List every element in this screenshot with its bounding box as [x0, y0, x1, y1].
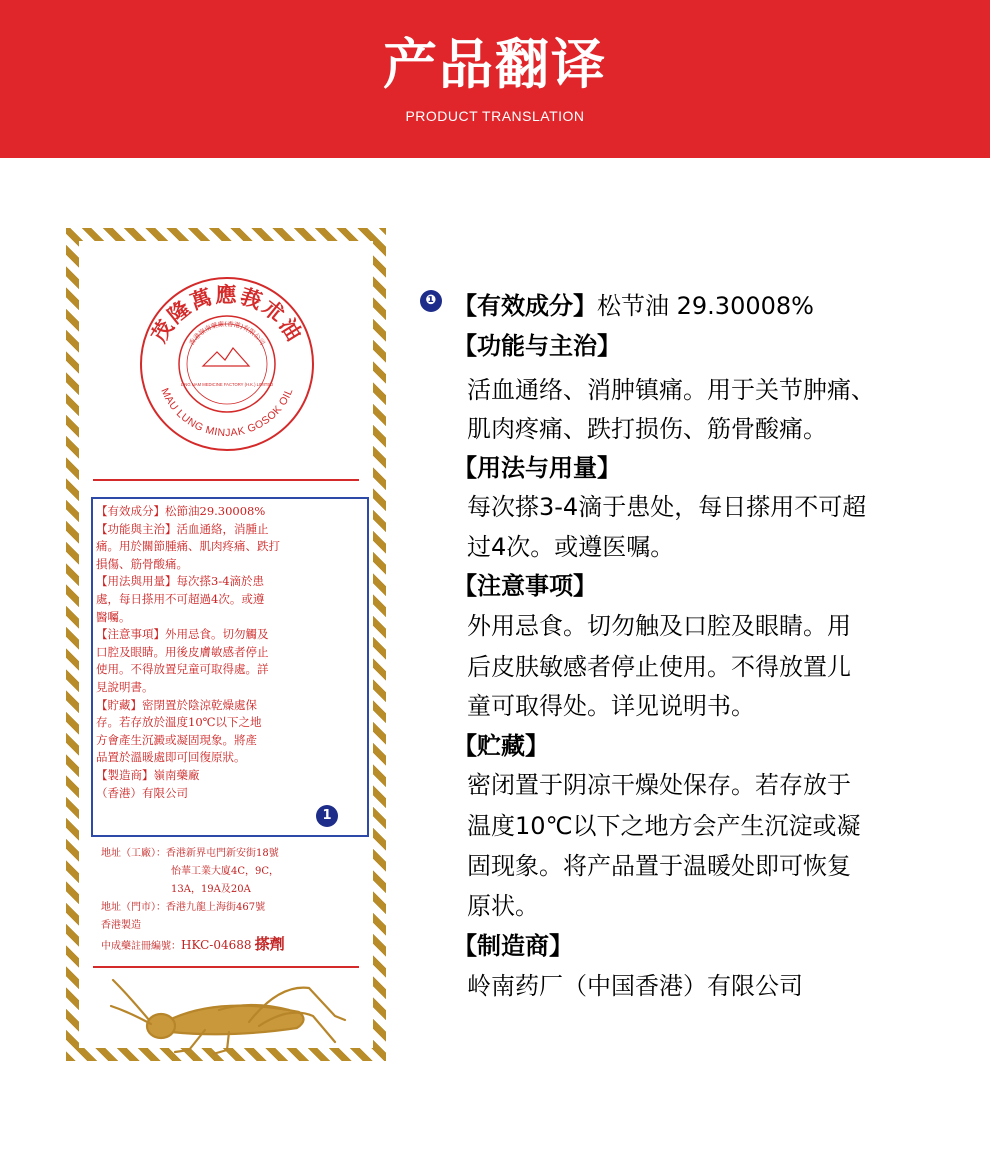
label-traditional-text: [96, 503, 368, 802]
precautions-line: 童可取得处。详见说明书。: [467, 692, 755, 720]
cricket-icon: [109, 976, 347, 1056]
manufacturer-line: 岭南药厂（中国香港）有限公司: [467, 972, 803, 1000]
label-line: 【有效成分】松節油29.30008%: [96, 504, 266, 518]
usage-line: 每次搽3-4滴于患处，每日搽用不可超: [467, 493, 867, 521]
seal-english-text: MAU LUNG MINJAK GOSOK OIL: [158, 386, 296, 440]
callout-badge: 1: [316, 805, 338, 827]
svg-text:香港嶺南藥廠(香港)有限公司: [187, 319, 268, 347]
label-line: 【製造商】嶺南藥廠: [96, 767, 200, 782]
translation-badge: ❶: [420, 290, 442, 312]
heading-precautions: 【注意事项】: [453, 572, 597, 600]
heading-usage: 【用法与用量】: [453, 454, 621, 482]
precautions-line: 后皮肤敏感者停止使用。不得放置儿: [467, 653, 851, 681]
svg-text:茂隆萬應莪朮油: [146, 282, 308, 347]
address-line: 地址（工廠）：香港新界屯門新安街18號: [101, 848, 279, 859]
heading-storage: 【贮藏】: [453, 732, 549, 760]
label-line: 【貯藏】密閉置於陰涼乾燥處保: [96, 697, 257, 712]
label-inner: [79, 241, 373, 1048]
address-line: 怡華工業大廈4C，9C，: [101, 866, 280, 877]
label-line: 品置於溫暖處即可回復原狀。: [96, 750, 246, 765]
address-line: 香港製造: [101, 920, 141, 931]
seal-small-text: LING NAM MEDICINE FACTORY (H.K.) LIMITED: [180, 382, 274, 387]
label-line: 方會產生沉澱或凝固現象。將產: [96, 732, 257, 747]
label-line: 存。若存放於溫度10℃以下之地: [96, 715, 262, 730]
address-line: 13A，19A及20A: [101, 884, 251, 895]
precautions-line: 外用忌食。切勿触及口腔及眼睛。用: [467, 612, 851, 640]
registration-line: [101, 935, 371, 956]
label-line: 口腔及眼睛。用後皮膚敏感者停止: [96, 644, 269, 659]
registration-prefix: 中成藥註冊編號：: [101, 941, 181, 952]
storage-line: 密闭置于阴凉干燥处保存。若存放于: [467, 771, 851, 799]
label-line: 使用。不得放置兒童可取得處。詳: [96, 662, 269, 677]
heading-function: 【功能与主治】: [453, 332, 621, 360]
label-line: 醫囑。: [96, 609, 131, 624]
bottom-divider: [93, 966, 359, 968]
storage-line: 温度10℃以下之地方会产生沉淀或凝: [467, 812, 861, 840]
registration-number: HKC-04688: [181, 938, 252, 952]
address-line: 地址（門市）：香港九龍上海街467號: [101, 902, 266, 913]
seal-inner-text: 香港嶺南藥廠(香港)有限公司: [187, 319, 267, 347]
storage-line: 原状。: [467, 892, 539, 920]
heading-active-ingredient: 【有效成分】松节油 29.30008%: [453, 292, 814, 320]
registration-type: 搽劑: [254, 935, 285, 953]
label-line: 處，每日搽用不可超過4次。或遵: [96, 591, 265, 606]
label-line: 損傷、筋骨酸痛。: [96, 556, 188, 571]
top-divider: [93, 479, 359, 481]
label-line: （香港）有限公司: [96, 785, 188, 800]
header-banner: [0, 0, 990, 158]
storage-line: 固现象。将产品置于温暖处即可恢复: [467, 852, 851, 880]
function-line: 活血通络、消肿镇痛。用于关节肿痛、: [467, 376, 875, 404]
brand-seal-icon: [137, 274, 317, 454]
page-title: 产品翻译: [383, 33, 607, 96]
product-label-image: [66, 228, 386, 1061]
page-subtitle: PRODUCT TRANSLATION: [405, 108, 585, 124]
function-line: 肌肉疼痛、跌打损伤、筋骨酸痛。: [467, 415, 827, 443]
seal-top-text: 茂隆萬應莪朮油: [146, 282, 308, 347]
label-line: 【功能與主治】活血通絡，消腫止: [96, 521, 269, 536]
label-line: 痛。用於關節腫痛、肌肉疼痛、跌打: [96, 539, 280, 554]
label-line: 見說明書。: [96, 679, 154, 694]
usage-line: 过4次。或遵医嘱。: [467, 533, 675, 561]
address-block: [101, 845, 371, 956]
label-line: 【用法與用量】每次搽3-4滴於患: [96, 574, 265, 589]
active-ingredient-value: 松节油 29.30008%: [597, 292, 814, 320]
label-line: 【注意事項】外用忌食。切勿觸及: [96, 627, 269, 642]
heading-manufacturer: 【制造商】: [453, 932, 573, 960]
